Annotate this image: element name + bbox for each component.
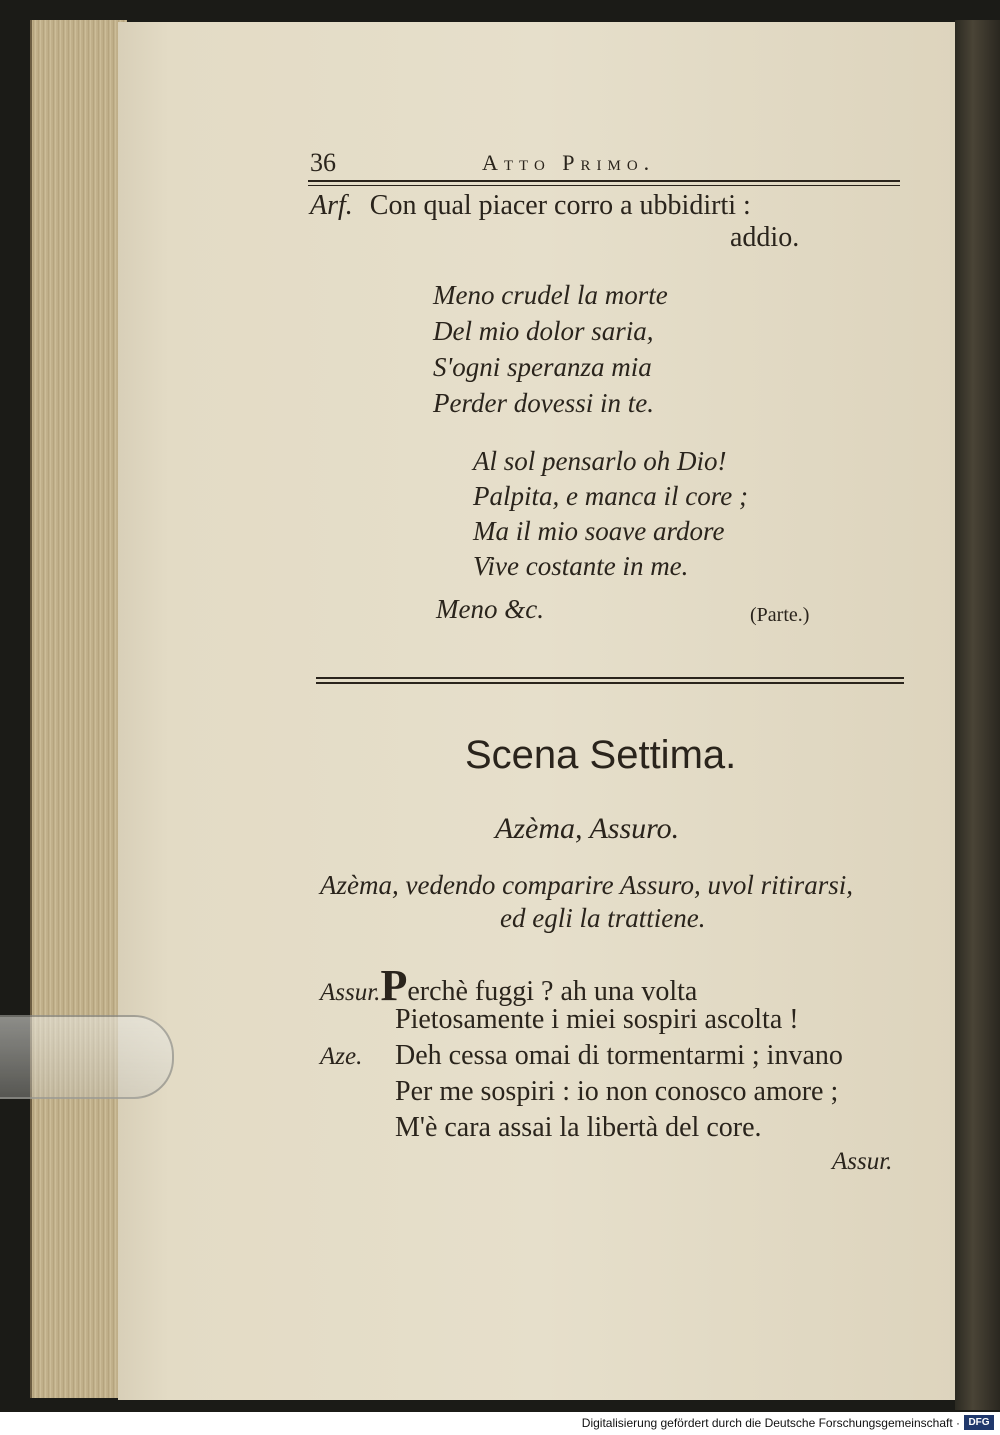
opening-line-continuation: addio. [730,222,800,253]
footer-bar [0,1412,1000,1435]
verse-text: Per me sospiri : io non conosco amore ; [395,1076,839,1107]
aria-verse: Del mio dolor saria, [433,316,654,346]
stage-exit: (Parte.) [750,604,810,626]
scene-divider-top [316,677,904,679]
speaker-label: Arf. [310,190,353,221]
footer-credit: Digitalisierung gefördert durch die Deutsche Forschungsgemeinschaft · [581,1416,960,1430]
aria-verse: Meno crudel la morte [433,280,668,310]
catchword: Assur. [832,1148,893,1175]
page-number: 36 [310,148,336,177]
header-rule-bottom [308,185,900,186]
facing-page-edge [955,20,1000,1410]
stage-direction: Azèma, vedendo comparire Assuro, uvol ritirarsi, [320,870,853,900]
verse-text: erchè fuggi ? ah una volta [407,976,698,1007]
scene-divider-bottom [316,682,904,684]
book-fore-edge [30,20,127,1398]
aria-verse: Al sol pensarlo oh Dio! [473,446,727,476]
drop-cap: P [380,961,408,1010]
verse-text: M'è cara assai la libertà del core. [395,1112,762,1143]
book-page [118,22,963,1400]
dfg-logo: DFG [964,1415,994,1430]
verse-text: Pietosamente i miei sospiri ascolta ! [395,1004,799,1035]
dialogue-line [320,1040,843,1072]
verse-text: Con qual piacer corro a ubbidirti : [369,190,751,221]
speaker-label: Assur. [320,979,381,1006]
header-rule-top [308,180,900,182]
running-title: Atto Primo. [482,150,656,175]
stage-direction: ed egli la trattiene. [500,903,706,933]
dialogue-line [395,1076,838,1108]
dialogue-line [395,1112,762,1144]
aria-verse: Ma il mio soave ardore [473,516,725,546]
aria-verse: Perder dovessi in te. [433,388,654,418]
verse-text: Deh cessa omai di tormentarmi ; invano [395,1040,843,1071]
scene-title: Scena Settima. [465,733,737,777]
opening-line [310,190,751,222]
aria-verse: Palpita, e manca il core ; [473,481,748,511]
page-clip [0,1015,174,1099]
aria-verse: Vive costante in me. [473,551,689,581]
dialogue-line [395,1004,799,1036]
aria-verse: S'ogni speranza mia [433,352,652,382]
speaker-label: Aze. [320,1043,363,1070]
da-capo: Meno &c. [436,594,544,624]
scene-characters: Azèma, Assuro. [495,812,680,845]
